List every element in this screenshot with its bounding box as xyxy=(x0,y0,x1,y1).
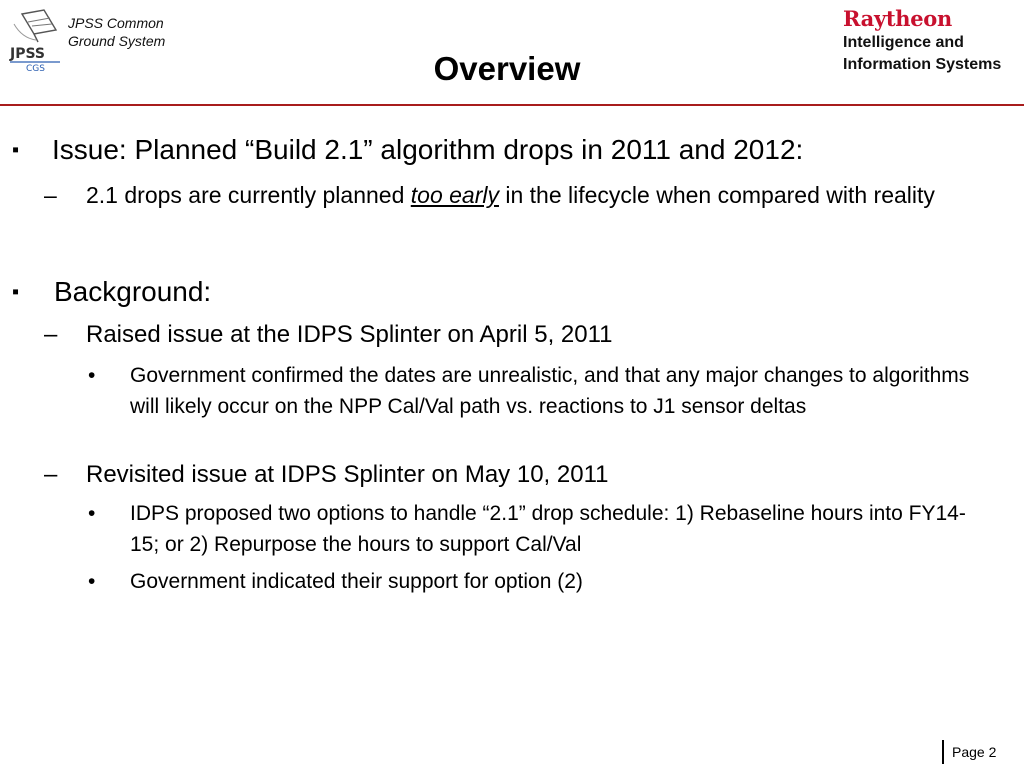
bullet-background-text: Background: xyxy=(54,276,212,307)
dot-bullet-icon: • xyxy=(88,570,96,593)
dash-bullet-icon: – xyxy=(44,321,58,348)
detail-bullet-2-text: IDPS proposed two options to handle “2.1” drop schedule: 1) Rebaseline hours into FY14-15; or 2) Repurpose the hours to support Cal/Val xyxy=(130,502,966,556)
page-title: Overview xyxy=(433,50,581,87)
logo-text-jpss: JPSS xyxy=(10,46,46,62)
detail-bullet-3-text: Government indicated their support for option (2) xyxy=(130,570,583,593)
dot-bullet-icon: • xyxy=(88,502,96,525)
sub-bullet-issue-text-before: 2.1 drops are currently planned xyxy=(86,182,411,208)
page-number: Page 2 xyxy=(942,740,996,764)
detail-bullet-2 xyxy=(88,498,990,560)
detail-bullet-1-text: Government confirmed the dates are unrealistic, and that any major changes to algorithms will likely occur on the NPP Cal/Val path vs. reactions to J1 sensor deltas xyxy=(130,364,970,418)
bullet-issue-text: Issue: Planned “Build 2.1” algorithm drops in 2011 and 2012: xyxy=(52,134,804,165)
logo-text-cgs: CGS xyxy=(26,64,45,72)
dash-bullet-icon: – xyxy=(44,461,58,488)
sub-bullet-issue-text-after: in the lifecycle when compared with reality xyxy=(498,182,935,208)
emphasis-too-early: too early xyxy=(410,182,499,208)
organization-name-line1: JPSS Common xyxy=(68,15,164,31)
sub-bullet-background-1 xyxy=(44,318,986,352)
detail-bullet-1 xyxy=(88,360,990,422)
sub-bullet-background-2-text: Revisited issue at IDPS Splinter on May 10, 2011 xyxy=(86,461,609,488)
sub-bullet-background-1-text: Raised issue at the IDPS Splinter on April 5, 2011 xyxy=(86,321,613,348)
sub-bullet-background-2 xyxy=(44,458,986,492)
bullet-background xyxy=(12,276,1014,308)
brand-name: Raytheon xyxy=(843,6,952,31)
organization-name-line2: Ground System xyxy=(68,33,166,49)
dash-bullet-icon: – xyxy=(44,182,57,208)
square-bullet-icon: ▪ xyxy=(12,281,20,303)
dot-bullet-icon: • xyxy=(88,364,96,387)
brand-division-line1: Intelligence and xyxy=(843,34,964,51)
bullet-issue xyxy=(12,134,1012,166)
square-bullet-icon: ▪ xyxy=(12,139,20,161)
brand-division-line2: Information Systems xyxy=(843,56,1002,73)
sub-bullet-issue xyxy=(44,178,986,212)
detail-bullet-3 xyxy=(88,566,990,597)
